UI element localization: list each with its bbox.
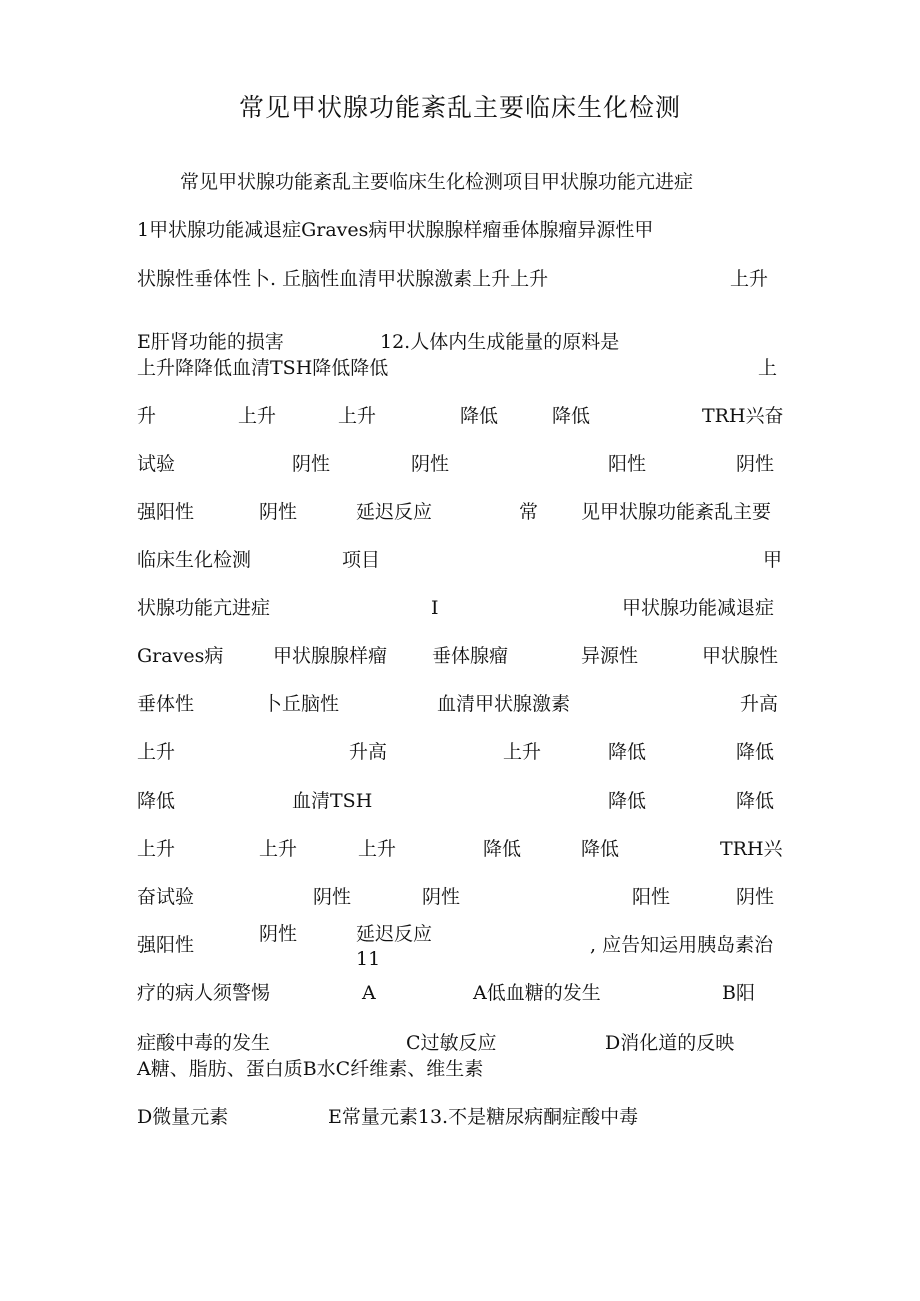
text-cell: 垂体性 [137, 693, 195, 715]
text-cell: 阴性 [259, 923, 298, 945]
option-d: D消化道的反映 [605, 1032, 735, 1054]
option-a: A低血糖的发生 [473, 982, 601, 1004]
text-cell: 延迟反应 [356, 923, 433, 945]
text-cell: 上升 [137, 741, 176, 763]
option-c: C过敏反应 [406, 1032, 497, 1054]
text-cell: Graves病 [137, 645, 224, 667]
text-cell: I [431, 597, 439, 619]
text-cell: 甲状腺性 [702, 645, 779, 667]
text-cell: 甲状腺腺样瘤 [273, 645, 388, 667]
text-cell: 甲 [763, 549, 783, 571]
text-line: 上升降降低血清TSH降低降低 [137, 357, 389, 379]
text-cell: 降低 [483, 838, 522, 860]
text-cell: 阴性 [736, 453, 775, 475]
text-cell: 上升 [358, 838, 397, 860]
text-cell: 阳性 [632, 886, 671, 908]
text-cell: , 应告知运用胰岛素治 [590, 934, 774, 956]
text-cell: 阴性 [259, 501, 298, 523]
text-cell: 血清TSH [292, 790, 373, 812]
text-cell: 试验 [137, 453, 176, 475]
text-cell: 项目 [342, 549, 381, 571]
text-cell: 阴性 [736, 886, 775, 908]
text-cell: 卜丘脑性 [263, 693, 340, 715]
text-cell: 升高 [349, 741, 388, 763]
text-line: A糖、脂肪、蛋白质B水C纤维素、维生素 [137, 1058, 484, 1080]
text-cell: 阴性 [411, 453, 450, 475]
text-cell: 上升 [338, 405, 377, 427]
text-cell: 上升 [238, 405, 277, 427]
text-cell: TRH兴 [720, 838, 783, 860]
text-cell: 强阳性 [137, 501, 195, 523]
text-cell: 降低 [460, 405, 499, 427]
text-line: 常见甲状腺功能紊乱主要临床生化检测项目甲状腺功能亢进症 [180, 171, 694, 193]
text-cell: 阳性 [608, 453, 647, 475]
text-line: 状腺性垂体性卜. 丘脑性血清甲状腺激素上升上升 [137, 268, 549, 290]
text-cell: 降低 [608, 790, 647, 812]
text-cell: D微量元素 [137, 1106, 229, 1128]
text-line: E肝肾功能的损害 [137, 331, 284, 353]
text-cell: 疗的病人须警惕 [137, 982, 271, 1004]
text-line: E常量元素13.不是糖尿病酮症酸中毒 [328, 1106, 639, 1128]
text-cell: 延迟反应 [356, 501, 433, 523]
text-cell: 上升 [259, 838, 298, 860]
text-cell: 升 [137, 405, 157, 427]
document-title: 常见甲状腺功能紊乱主要临床生化检测 [238, 93, 681, 122]
text-cell: 降低 [581, 838, 620, 860]
text-line: 1甲状腺功能减退症Graves病甲状腺腺样瘤垂体腺瘤异源性甲 [137, 219, 654, 241]
text-cell: 上 [758, 357, 778, 379]
text-cell: 垂体腺瘤 [432, 645, 509, 667]
text-cell: 血清甲状腺激素 [437, 693, 571, 715]
text-cell: TRH兴奋 [702, 405, 784, 427]
text-cell: 常 [519, 501, 539, 523]
question-number: 11 [356, 948, 381, 970]
text-cell: 甲状腺功能减退症 [622, 597, 775, 619]
text-cell: 强阳性 [137, 934, 195, 956]
text-cell: 上升 [137, 838, 176, 860]
text-cell: 降低 [608, 741, 647, 763]
text-cell: 阴性 [422, 886, 461, 908]
text-cell: 阴性 [292, 453, 331, 475]
text-cell: 降低 [137, 790, 176, 812]
question-text: 12.人体内生成能量的原料是 [380, 331, 620, 353]
text-cell: 上升 [730, 268, 769, 290]
text-cell: 上升 [503, 741, 542, 763]
text-cell: 阴性 [313, 886, 352, 908]
text-cell: 临床生化检测 [137, 549, 252, 571]
text-cell: 异源性 [581, 645, 639, 667]
text-cell: 升高 [740, 693, 779, 715]
option-b: B阳 [722, 982, 755, 1004]
text-cell: 见甲状腺功能紊乱主要 [581, 501, 772, 523]
text-cell: 降低 [736, 790, 775, 812]
text-cell: A [362, 982, 376, 1004]
text-cell: 症酸中毒的发生 [137, 1032, 271, 1054]
text-cell: 状腺功能亢进症 [137, 597, 271, 619]
text-cell: 降低 [736, 741, 775, 763]
text-cell: 降低 [552, 405, 591, 427]
text-cell: 奋试验 [137, 886, 195, 908]
